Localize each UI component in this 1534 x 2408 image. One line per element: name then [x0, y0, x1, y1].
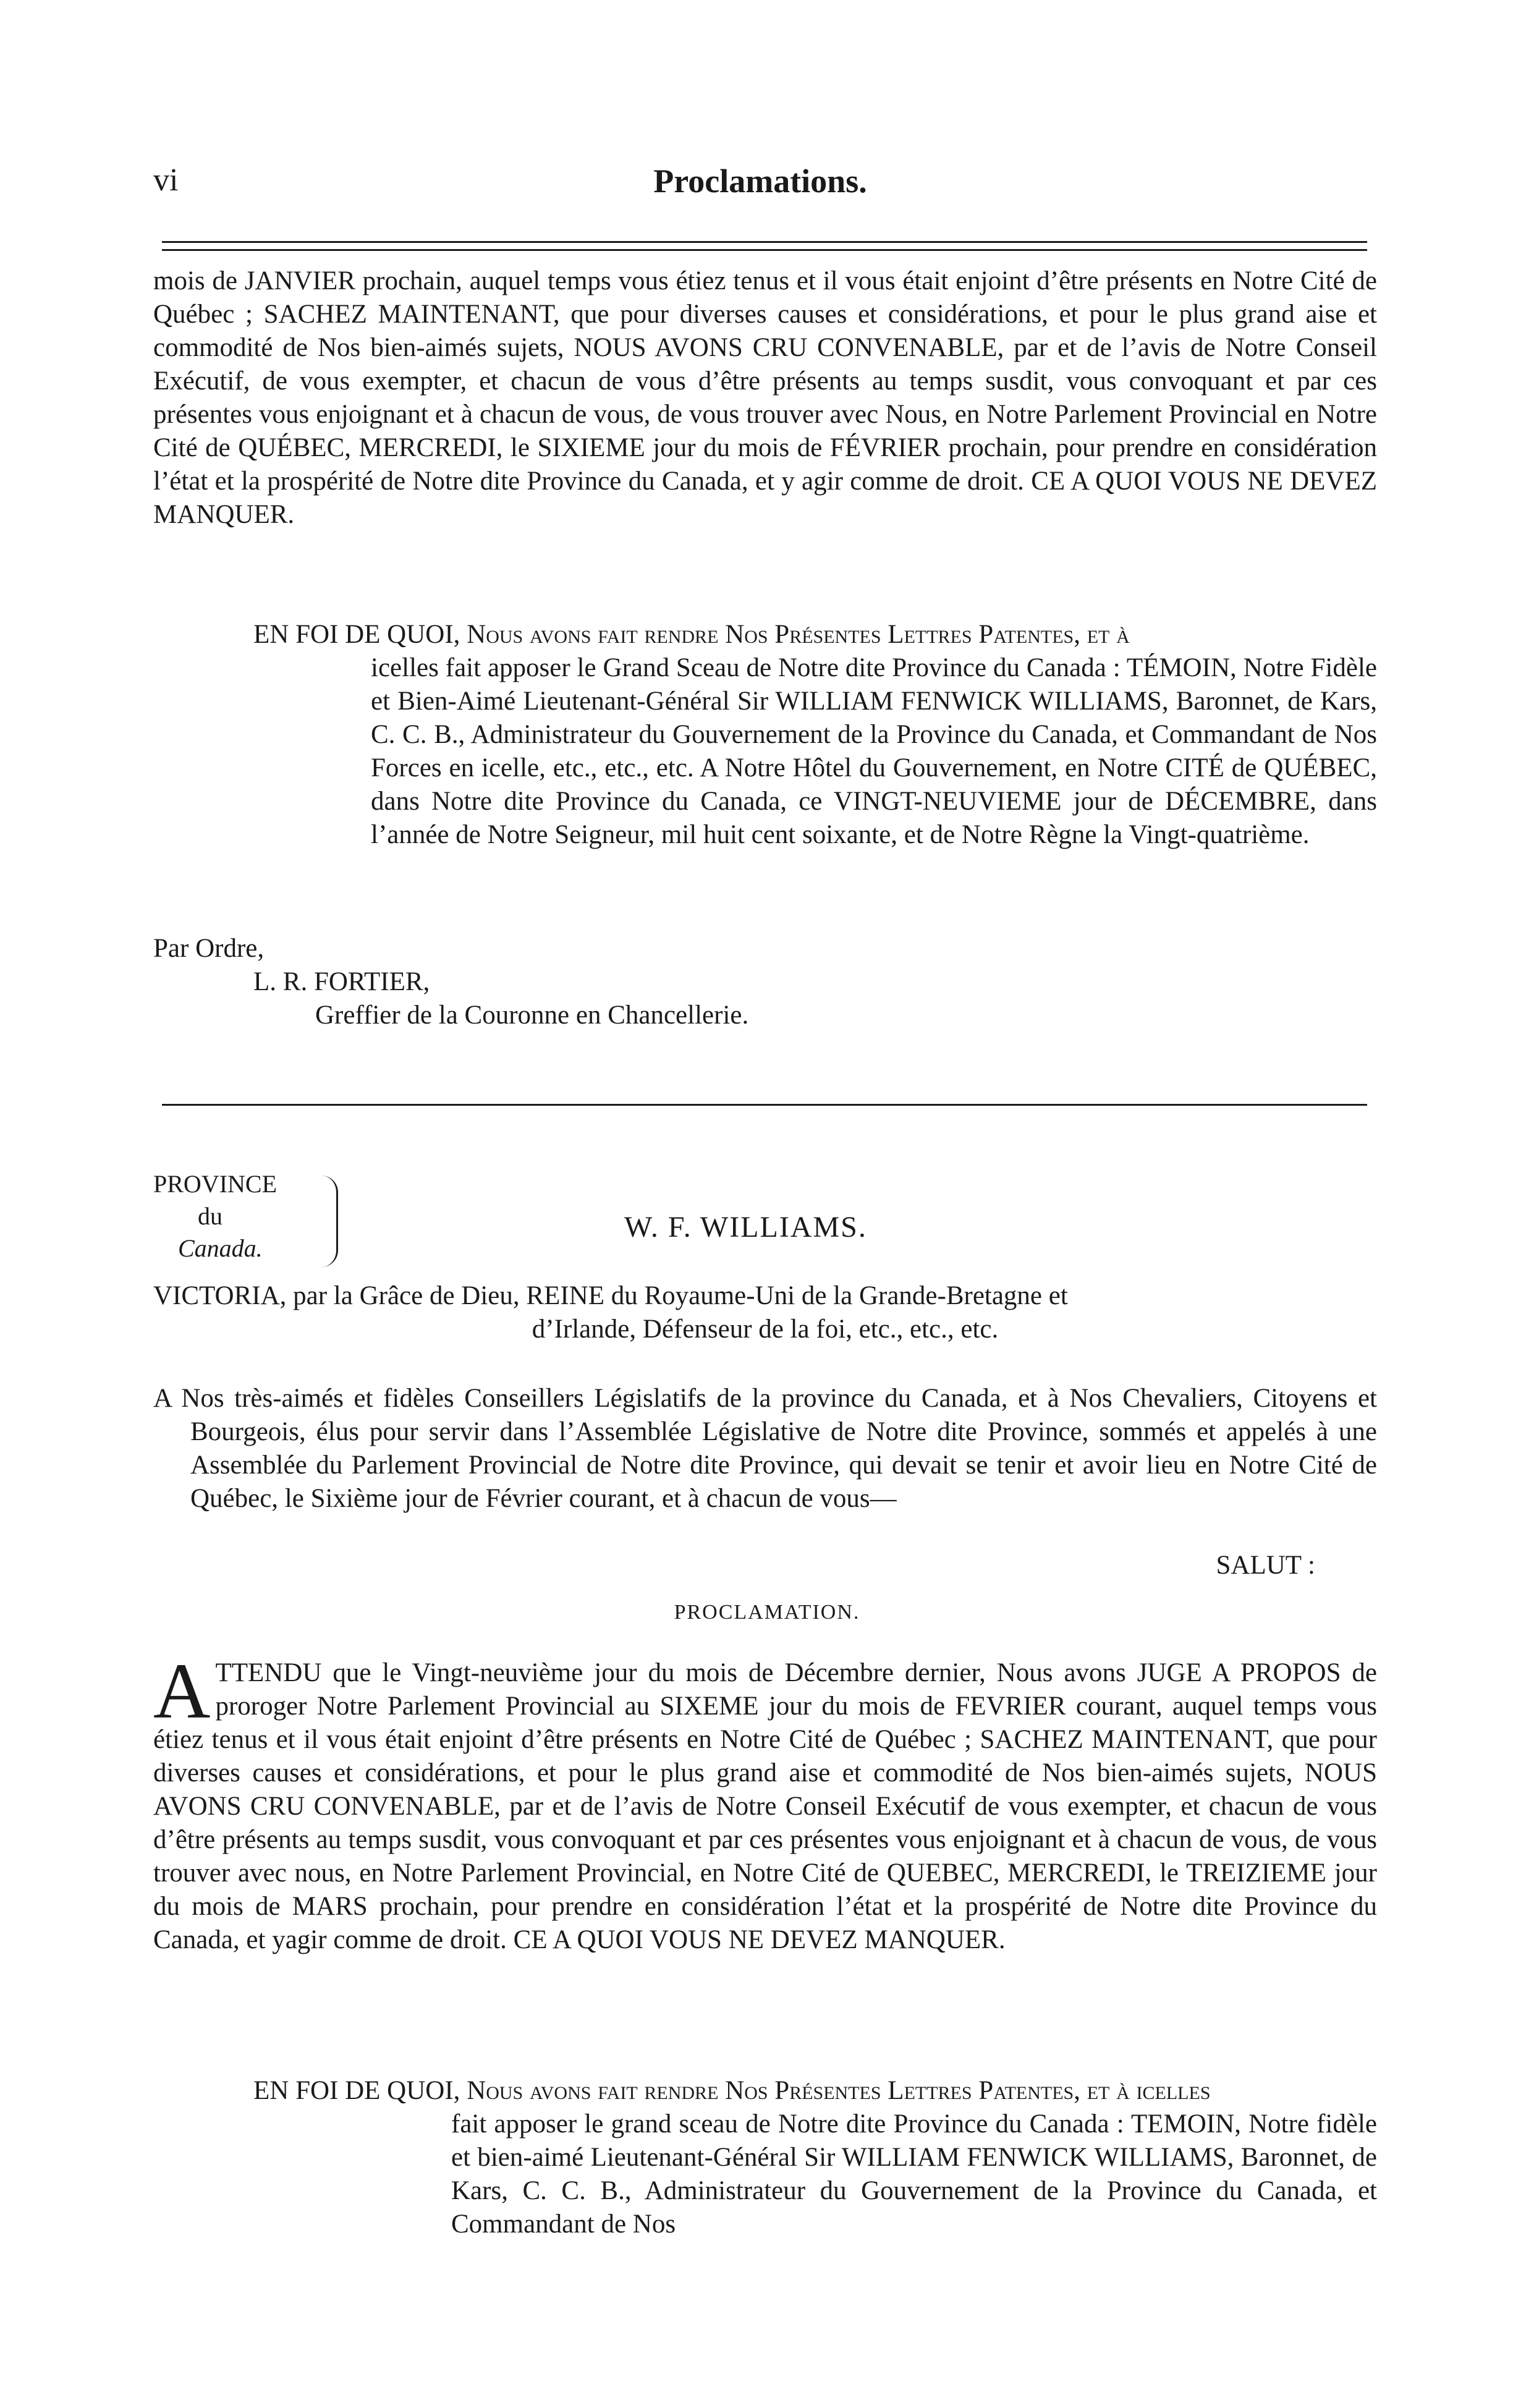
royal-style-line-1: VICTORIA, par la Grâce de Dieu, REINE du Royaume-Uni de la Grande-Bretagne et — [153, 1281, 1068, 1310]
royal-style — [153, 1279, 1377, 1346]
clerk-name: L. R. FORTIER, — [253, 967, 430, 996]
address-paragraph — [153, 1382, 1377, 1516]
address-text: A Nos très-aimés et fidèles Conseillers Législatifs de la province du Canada, et à Nos Chevaliers, Citoyens et Bourgeois, élus pour servir dans l’Assemblée Législative de Notre dite Province, sommés et appelés à une Assemblée du Parlement Provincial de Notre dite Province, qui devait se tenir et avoir lieu en Notre Cité de Québec, le Sixième jour de Février courant, et à chacun de vous— — [153, 1384, 1377, 1513]
salutation: SALUT : — [1216, 1551, 1315, 1580]
proclamation-2-witness-clause — [253, 2074, 1377, 2241]
proclamation-1-paragraph: mois de JANVIER prochain, auquel temps vous étiez tenus et il vous était enjoint d’être présents en Notre Cité de Québec ; SACHEZ MAINTENANT, que pour diverses causes et considérations, et pour le plus grand aise et commodité de Nos bien-aimés sujets, NOUS AVONS CRU CONVENABLE, par et de l’avis de Notre Conseil Exécutif, de vous exempter, et chacun de vous d’être présents au temps susdit, vous convoquant et par ces présentes vous enjoignant et à chacun de vous, de vous trouver avec Nous, en Notre Parlement Provincial en Notre Cité de QUÉBEC, MERCREDI, le SIXIEME jour du mois de FÉVRIER prochain, pour prendre en considération l’état et la prospérité de Notre dite Province du Canada, et y agir comme de droit. CE A QUOI VOUS NE DEVEZ MANQUER. — [153, 266, 1377, 529]
page-number: vi — [153, 163, 179, 198]
province-line-1: PROVINCE — [153, 1170, 278, 1198]
witness-body: icelles fait apposer le Grand Sceau de Notre dite Province du Canada : TÉMOIN, Notre Fidèle et Bien-Aimé Lieutenant-Général Sir WILLIAM FENWICK WILLIAMS, Baronnet, de Kars, C. C. B., Administrateur du Gouvernement de la Province du Canada, et Commandant de Nos Forces en icelle, etc., etc., etc. A Notre Hôtel du Gouvernement, en Notre CITÉ de QUÉBEC, dans Notre dite Province du Canada, ce VINGT-NEUVIEME jour de DÉCEMBRE, dans l’année de Notre Seigneur, mil huit cent soixante, et de Notre Règne la Vingt-quatrième. — [371, 653, 1377, 849]
header-double-rule — [162, 241, 1367, 251]
proclamation-2-text: TTENDU que le Vingt-neuvième jour du mois de Décembre dernier, Nous avons JUGE A PROPOS de proroger Notre Parlement Provincial au SIXEME jour du mois de FEVRIER courant, auquel temps vous étiez tenus et il vous était enjoint d’être présents en Notre Cité de Québec ; SACHEZ MAINTENANT, que pour diverses causes et considérations, et pour le plus grand aise et commodité de Nos bien-aimés sujets, NOUS AVONS CRU CONVENABLE, par et de l’avis de Notre Conseil Exécutif de vous exempter, et chacun de vous d’être présents au temps susdit, vous convoquant et par ces présentes vous enjoignant et à chacun de vous, de vous trouver avec nous, en Notre Parlement Provincial, en Notre Cité de QUEBEC, MERCREDI, le TREIZIEME jour du mois de MARS prochain, pour prendre en considération l’état et la prospérité de Notre dite Province du Canada, et yagir comme de droit. CE A QUOI VOUS NE DEVEZ MANQUER. — [153, 1658, 1377, 1954]
royal-style-line-2: d’Irlande, Défenseur de la foi, etc., etc., etc. — [532, 1315, 999, 1344]
governor-signature: W. F. WILLIAMS. — [624, 1211, 867, 1244]
clerk-office: Greffier de la Couronne en Chancellerie. — [315, 1001, 749, 1030]
witness-lead-line: EN FOI DE QUOI, Nous avons fait rendre Nos Présentes Lettres Patentes, et à — [253, 620, 1130, 649]
page-header — [153, 162, 1367, 211]
running-title: Proclamations. — [653, 163, 867, 200]
proclamation-2-paragraph — [153, 1647, 1377, 1957]
province-brace — [321, 1176, 338, 1267]
witness-2-lead-line: EN FOI DE QUOI, Nous avons fait rendre Nos Présentes Lettres Patentes, et à icelles — [253, 2076, 1211, 2105]
witness-2-body: fait apposer le grand sceau de Notre dite Province du Canada : TEMOIN, Notre fidèle et bien-aimé Lieutenant-Général Sir WILLIAM FENWICK WILLIAMS, Baronnet, de Kars, C. C. B., Administrateur du Gouvernement de la Province du Canada, et Commandant de Nos — [451, 2109, 1377, 2239]
drop-cap: A — [153, 1647, 211, 1735]
province-marker — [153, 1168, 277, 1265]
section-divider-rule — [162, 1104, 1367, 1106]
proclamation-1-witness-clause — [253, 618, 1377, 852]
province-line-2: du — [198, 1202, 222, 1230]
province-line-3: Canada. — [178, 1234, 263, 1262]
order-label: Par Ordre, — [153, 934, 265, 963]
proclamation-heading: PROCLAMATION. — [674, 1601, 860, 1624]
